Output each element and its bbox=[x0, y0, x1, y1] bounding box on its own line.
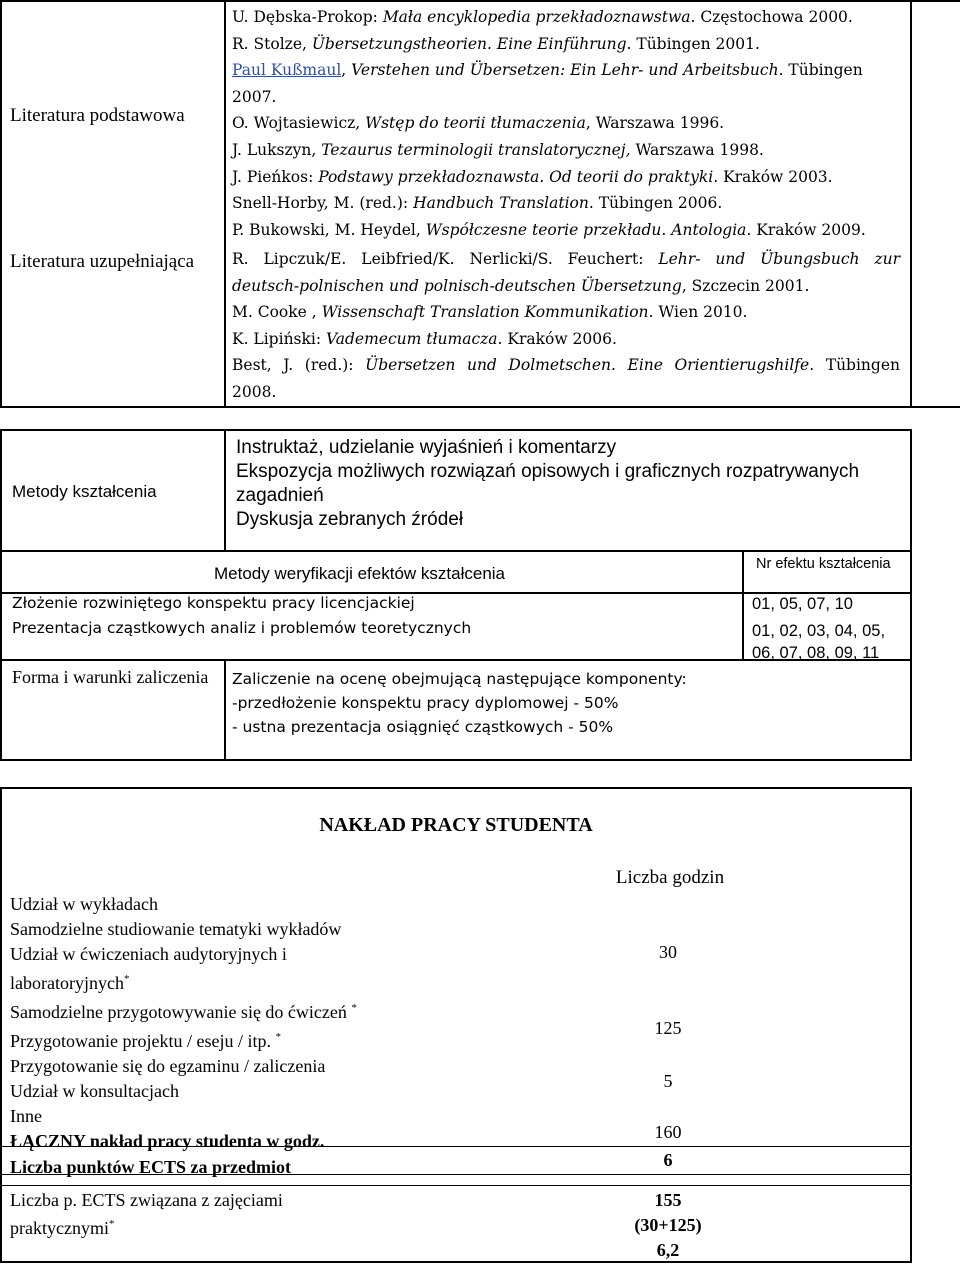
workload-value-project: 125 bbox=[654, 1018, 682, 1038]
workload-row-label: Inne bbox=[10, 1106, 42, 1126]
practical-ects-label: Liczba p. ECTS związana z zajęciami praktycznymi* bbox=[10, 1190, 283, 1238]
verification-method-2: Prezentacja cząstkowych analiz i problemów teoretycznych bbox=[12, 619, 472, 637]
verification-method-1: Złożenie rozwiniętego konspektu pracy licencjackiej bbox=[12, 594, 415, 612]
literature-entry: O. Wojtasiewicz, Wstęp do teorii tłumaczenia, Warszawa 1996. bbox=[232, 114, 725, 133]
assessment-list bbox=[232, 667, 687, 739]
literature-entry: U. Dębska-Prokop: Mała encyklopedia przekładoznawstwa. Częstochowa 2000. bbox=[232, 8, 853, 26]
literature-entry: deutsch-polnischen und polnisch-deutschen Übersetzung, Szczecin 2001. bbox=[232, 276, 810, 295]
literature-basic-label: Literatura podstawowa bbox=[10, 105, 185, 126]
workload-row-label: Samodzielne przygotowywanie się do ćwiczeń * bbox=[10, 1002, 357, 1022]
workload-labels bbox=[10, 892, 550, 1180]
workload-total-value: 160 bbox=[654, 1122, 682, 1142]
assessment-line: - ustna prezentacja osiągnięć cząstkowych - 50% bbox=[232, 718, 614, 736]
literature-entry: Best, J. (red.): Übersetzen und Dolmetschen. Eine Orientierugshilfe. Tübingen bbox=[232, 356, 900, 375]
literature-entry: P. Bukowski, M. Heydel, Współczesne teorie przekładu. Antologia. Kraków 2009. bbox=[232, 220, 866, 239]
assessment-label: Forma i warunki zaliczenia bbox=[12, 667, 209, 687]
methods-line: zagadnień bbox=[236, 485, 324, 506]
literature-extra-list bbox=[232, 246, 902, 406]
workload-row-label: Udział w wykładach bbox=[10, 894, 158, 914]
literature-entry: J. Pieńkos: Podstawy przekładoznawsta. Od teorii do praktyki. Kraków 2003. bbox=[232, 167, 833, 186]
assessment-line: Zaliczenie na ocenę obejmującą następujące komponenty: bbox=[232, 670, 687, 688]
workload-row-label: Udział w ćwiczeniach audytoryjnych i bbox=[10, 944, 287, 964]
literature-entry: M. Cooke , Wissenschaft Translation Kommunikation. Wien 2010. bbox=[232, 303, 748, 322]
ects-value: 6 bbox=[663, 1150, 673, 1170]
literature-entry: R. Lipczuk/E. Leibfried/K. Nerlicki/S. Feuchert: Lehr- und Übungsbuch zur bbox=[232, 250, 901, 268]
practical-ects-values: 155 (30+125) 6,2 bbox=[634, 1190, 702, 1260]
methods-line: Ekspozycja możliwych rozwiązań opisowych i graficznych rozpatrywanych bbox=[236, 461, 860, 482]
verification-effects-1: 01, 05, 07, 10 bbox=[752, 595, 853, 613]
workload-value-consult: 5 bbox=[663, 1071, 673, 1091]
literature-entry: 2008. bbox=[232, 382, 277, 401]
workload-row-label: Przygotowanie się do egzaminu / zaliczenia bbox=[10, 1056, 326, 1076]
methods-line: Dyskusja zebranych źródeł bbox=[236, 509, 464, 530]
assessment-line: -przedłożenie konspektu pracy dyplomowej - 50% bbox=[232, 694, 619, 712]
literature-basic-list bbox=[232, 4, 902, 243]
ects-label: Liczba punktów ECTS za przedmiot bbox=[10, 1157, 292, 1177]
verification-effects-2: 01, 02, 03, 04, 05, 06, 07, 08, 09, 11 bbox=[752, 622, 886, 662]
workload-title: NAKŁAD PRACY STUDENTA bbox=[319, 814, 593, 836]
effect-number-header: Nr efektu kształcenia bbox=[756, 556, 891, 572]
literature-extra-label: Literatura uzupełniająca bbox=[10, 251, 195, 272]
methods-label: Metody kształcenia bbox=[12, 482, 157, 501]
author-link[interactable]: Paul Kußmaul bbox=[232, 61, 342, 80]
workload-row-label: Udział w konsultacjach bbox=[10, 1081, 179, 1101]
workload-total-label: ŁĄCZNY nakład pracy studenta w godz. bbox=[10, 1131, 325, 1151]
literature-entry: Paul Kußmaul, Verstehen und Übersetzen: Ein Lehr- und Arbeitsbuch. Tübingen bbox=[232, 61, 863, 80]
workload-row-label: Samodzielne studiowanie tematyki wykładów bbox=[10, 919, 342, 939]
literature-entry: R. Stolze, Übersetzungstheorien. Eine Einführung. Tübingen 2001. bbox=[232, 34, 760, 53]
workload-value-lab: 30 bbox=[659, 942, 677, 962]
literature-entry: 2007. bbox=[232, 87, 277, 106]
literature-entry: J. Lukszyn, Tezaurus terminologii translatorycznej, Warszawa 1998. bbox=[232, 140, 764, 159]
methods-line: Instruktaż, udzielanie wyjaśnień i komentarzy bbox=[236, 437, 617, 458]
literature-entry: K. Lipiński: Vademecum tłumacza. Kraków 2006. bbox=[232, 329, 617, 348]
workload-row-label: laboratoryjnych* bbox=[10, 973, 130, 993]
workload-row-label: Przygotowanie projektu / eseju / itp. * bbox=[10, 1031, 281, 1051]
literature-entry: Snell-Horby, M. (red.): Handbuch Translation. Tübingen 2006. bbox=[232, 194, 723, 213]
verification-header: Metody weryfikacji efektów kształcenia bbox=[214, 564, 506, 583]
hours-header: Liczba godzin bbox=[615, 867, 725, 888]
methods-list bbox=[236, 436, 906, 532]
